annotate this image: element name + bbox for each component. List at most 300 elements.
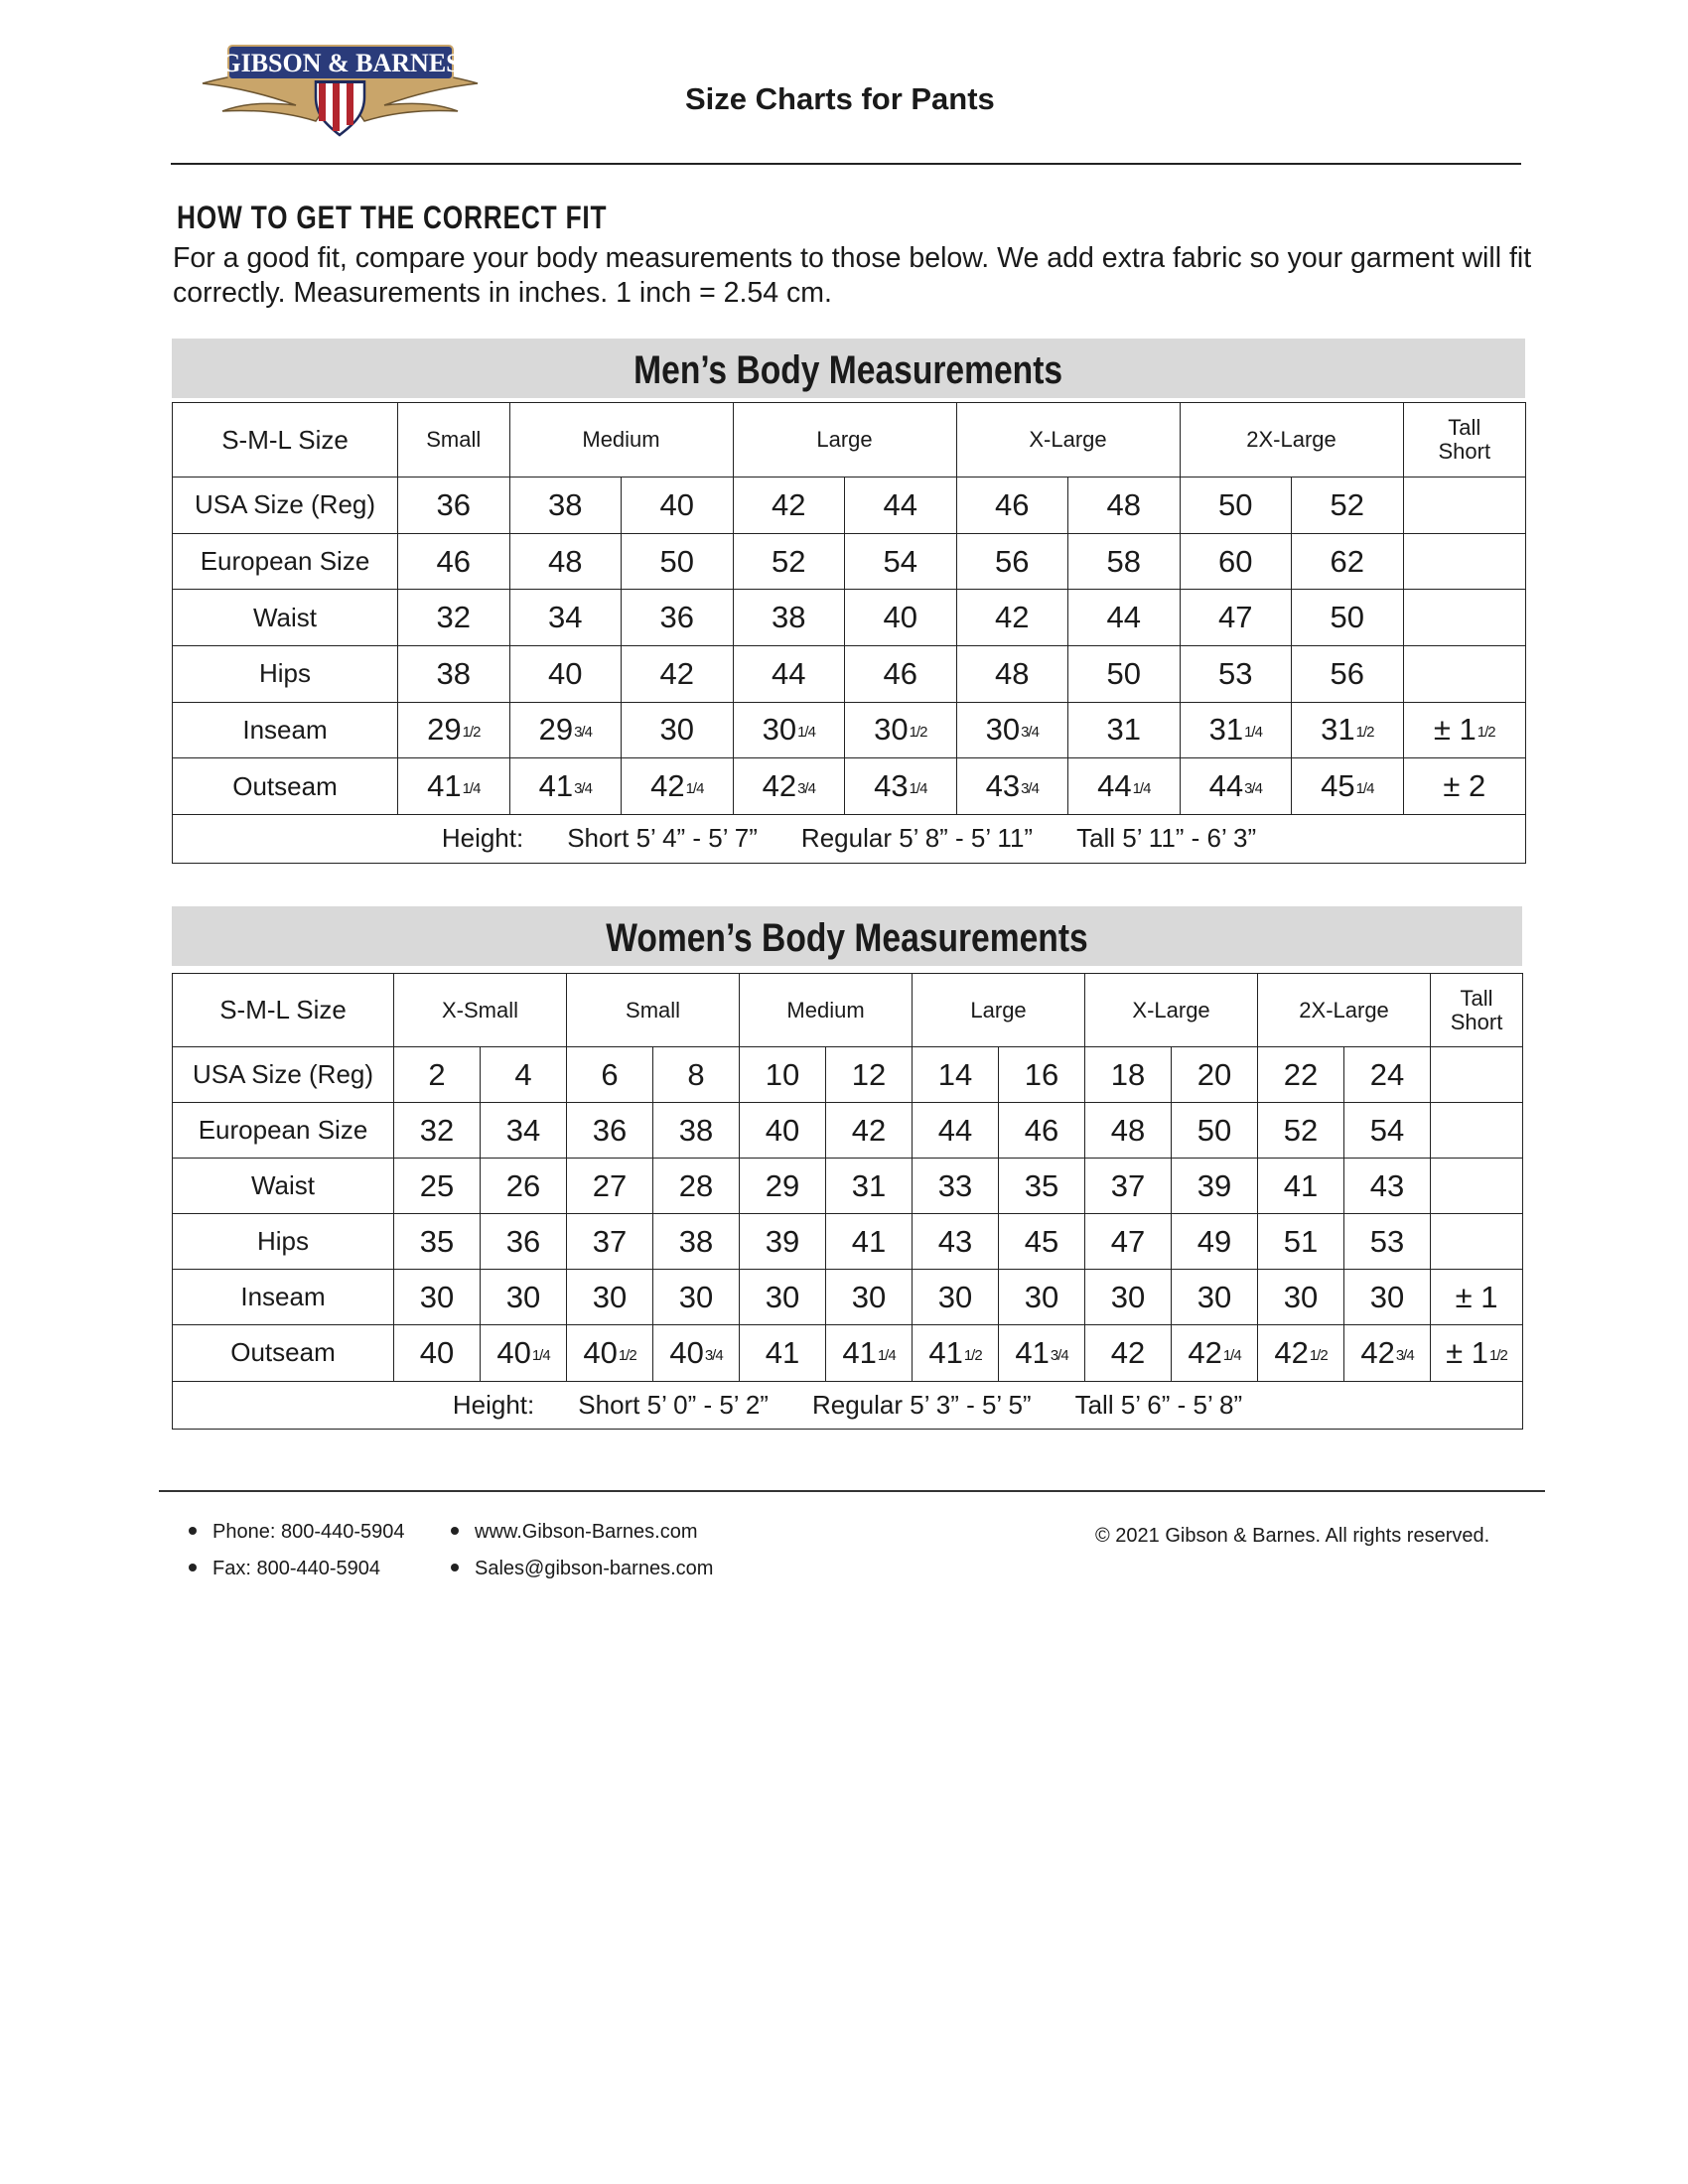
measurement-cell bbox=[1258, 1159, 1344, 1214]
bullet-icon bbox=[451, 1564, 459, 1571]
measurement-value: 31 bbox=[851, 1167, 887, 1203]
fraction: 3/4 bbox=[1395, 1346, 1414, 1364]
measurement-value: 30 bbox=[851, 1279, 887, 1314]
table-row bbox=[173, 1103, 1523, 1159]
measurement-cell bbox=[956, 702, 1068, 758]
measurement-cell bbox=[509, 478, 622, 534]
measurement-cell bbox=[567, 1103, 653, 1159]
logo-text: GIBSON & BARNES bbox=[220, 49, 461, 77]
fraction: 1/4 bbox=[877, 1346, 896, 1364]
measurement-value: 42 bbox=[1188, 1334, 1222, 1370]
measurement-value: 39 bbox=[765, 1223, 800, 1259]
header-divider bbox=[171, 163, 1521, 165]
measurement-value: 29 bbox=[427, 712, 462, 748]
measurement-value: 36 bbox=[436, 486, 471, 522]
height-tall: Tall 5’ 6” - 5’ 8” bbox=[1074, 1389, 1243, 1420]
tall-short-header bbox=[1403, 403, 1526, 478]
size-label: S-M-L Size bbox=[173, 403, 398, 478]
fraction: 3/4 bbox=[797, 780, 815, 798]
fraction: 1/4 bbox=[685, 780, 704, 798]
men-size-chart bbox=[172, 402, 1526, 864]
measurement-cell bbox=[398, 702, 510, 758]
measurement-value: 29 bbox=[538, 712, 574, 748]
measurement-value: 58 bbox=[1106, 543, 1141, 579]
tall-short-adjustment bbox=[1431, 1047, 1523, 1103]
measurement-cell bbox=[1172, 1159, 1258, 1214]
tall-short-header bbox=[1431, 974, 1523, 1047]
adjustment-value: ± 1 bbox=[1433, 712, 1477, 748]
measurement-cell bbox=[1258, 1047, 1344, 1103]
measurement-cell bbox=[1085, 1103, 1172, 1159]
measurement-cell bbox=[1172, 1047, 1258, 1103]
measurement-cell bbox=[653, 1159, 740, 1214]
measurement-value: 30 bbox=[1024, 1279, 1059, 1314]
tall-short-adjustment bbox=[1403, 646, 1526, 703]
measurement-value: 32 bbox=[419, 1112, 455, 1148]
tall-short-adjustment bbox=[1431, 1159, 1523, 1214]
measurement-cell bbox=[740, 1270, 826, 1325]
measurement-value: 37 bbox=[1110, 1167, 1146, 1203]
measurement-value: 34 bbox=[548, 600, 583, 635]
measurement-value: 45 bbox=[1321, 768, 1355, 804]
fraction: 3/4 bbox=[1021, 724, 1039, 742]
measurement-cell bbox=[845, 646, 957, 703]
measurement-value: 52 bbox=[1283, 1112, 1319, 1148]
measurement-value: 48 bbox=[1106, 486, 1141, 522]
measurement-cell bbox=[1068, 533, 1181, 590]
copyright: © 2021 Gibson & Barnes. All rights reserved. bbox=[1095, 1525, 1490, 1547]
phone-text: Phone: 800-440-5904 bbox=[212, 1521, 405, 1543]
measurement-value: 30 bbox=[1196, 1279, 1232, 1314]
measurement-value: 41 bbox=[538, 768, 574, 804]
measurement-cell bbox=[622, 478, 734, 534]
bullet-icon bbox=[451, 1527, 459, 1535]
measurement-value: 41 bbox=[851, 1223, 887, 1259]
measurement-cell bbox=[1344, 1214, 1431, 1270]
measurement-value: 35 bbox=[1024, 1167, 1059, 1203]
web-link[interactable]: www.Gibson-Barnes.com bbox=[475, 1521, 698, 1543]
tall-short-adjustment bbox=[1431, 1325, 1523, 1381]
fraction: 1/2 bbox=[1309, 1346, 1328, 1364]
tall-short-adjustment bbox=[1403, 478, 1526, 534]
measurement-cell bbox=[740, 1214, 826, 1270]
measurement-value: 48 bbox=[548, 543, 583, 579]
measurement-cell bbox=[1180, 590, 1292, 646]
row-label: USA Size (Reg) bbox=[173, 1047, 394, 1103]
measurement-value: 40 bbox=[583, 1334, 618, 1370]
height-short: Short 5’ 4” - 5’ 7” bbox=[567, 823, 758, 854]
measurement-cell bbox=[845, 758, 957, 815]
measurement-value: 40 bbox=[765, 1112, 800, 1148]
measurement-value: 38 bbox=[548, 486, 583, 522]
row-label: Outseam bbox=[173, 1325, 394, 1381]
size-header-2x-large: 2X-Large bbox=[1258, 974, 1431, 1047]
measurement-value: 40 bbox=[883, 600, 917, 635]
measurement-cell bbox=[826, 1214, 913, 1270]
fit-heading: HOW TO GET THE CORRECT FIT bbox=[177, 200, 608, 235]
height-short: Short 5’ 0” - 5’ 2” bbox=[578, 1389, 769, 1420]
measurement-value: 18 bbox=[1110, 1056, 1146, 1092]
measurement-cell bbox=[1292, 590, 1404, 646]
footer-phone bbox=[189, 1521, 405, 1544]
measurement-cell bbox=[826, 1270, 913, 1325]
fraction: 3/4 bbox=[704, 1346, 723, 1364]
measurement-cell bbox=[1344, 1159, 1431, 1214]
measurement-value: 43 bbox=[1369, 1167, 1405, 1203]
measurement-cell bbox=[394, 1047, 481, 1103]
measurement-value: 30 bbox=[419, 1279, 455, 1314]
measurement-cell bbox=[481, 1103, 567, 1159]
measurement-value: 50 bbox=[1218, 486, 1253, 522]
measurement-cell bbox=[398, 646, 510, 703]
measurement-value: 56 bbox=[995, 543, 1030, 579]
measurement-cell bbox=[481, 1325, 567, 1381]
measurement-value: 47 bbox=[1110, 1223, 1146, 1259]
measurement-cell bbox=[394, 1325, 481, 1381]
measurement-cell bbox=[1085, 1047, 1172, 1103]
measurement-cell bbox=[845, 702, 957, 758]
measurement-cell bbox=[956, 533, 1068, 590]
measurement-value: 36 bbox=[505, 1223, 541, 1259]
measurement-value: 42 bbox=[762, 768, 797, 804]
measurement-value: 36 bbox=[659, 600, 694, 635]
measurement-value: 16 bbox=[1024, 1056, 1059, 1092]
measurement-value: 30 bbox=[678, 1279, 714, 1314]
measurement-value: 30 bbox=[762, 712, 797, 748]
measurement-cell bbox=[913, 1047, 999, 1103]
measurement-cell bbox=[1258, 1270, 1344, 1325]
measurement-cell bbox=[999, 1103, 1085, 1159]
bullet-icon bbox=[189, 1564, 197, 1571]
page-title: Size Charts for Pants bbox=[685, 81, 995, 116]
bullet-icon bbox=[189, 1527, 197, 1535]
measurement-cell bbox=[956, 478, 1068, 534]
measurement-cell bbox=[1068, 758, 1181, 815]
measurement-value: 53 bbox=[1369, 1223, 1405, 1259]
measurement-value: 40 bbox=[548, 655, 583, 691]
tall-short-adjustment bbox=[1431, 1270, 1523, 1325]
measurement-value: 42 bbox=[659, 655, 694, 691]
measurement-cell bbox=[1172, 1214, 1258, 1270]
measurement-cell bbox=[1292, 702, 1404, 758]
measurement-cell bbox=[999, 1047, 1085, 1103]
fax-text: Fax: 800-440-5904 bbox=[212, 1558, 381, 1579]
measurement-cell bbox=[826, 1103, 913, 1159]
measurement-cell bbox=[481, 1047, 567, 1103]
measurement-value: 44 bbox=[883, 486, 917, 522]
measurement-cell bbox=[398, 533, 510, 590]
measurement-cell bbox=[509, 646, 622, 703]
measurement-value: 41 bbox=[1283, 1167, 1319, 1203]
measurement-cell bbox=[394, 1159, 481, 1214]
table-row bbox=[173, 1325, 1523, 1381]
measurement-value: 41 bbox=[1015, 1334, 1050, 1370]
measurement-value: 30 bbox=[659, 712, 694, 748]
fraction: 1/2 bbox=[909, 724, 927, 742]
height-cell bbox=[173, 1381, 1523, 1430]
measurement-cell bbox=[913, 1270, 999, 1325]
measurement-cell bbox=[999, 1214, 1085, 1270]
measurement-value: 47 bbox=[1218, 600, 1253, 635]
measurement-value: 35 bbox=[419, 1223, 455, 1259]
fraction: 1/4 bbox=[1132, 780, 1151, 798]
measurement-cell bbox=[913, 1325, 999, 1381]
size-header-x-large: X-Large bbox=[956, 403, 1180, 478]
measurement-cell bbox=[1172, 1103, 1258, 1159]
measurement-cell bbox=[509, 702, 622, 758]
measurement-cell bbox=[1258, 1214, 1344, 1270]
measurement-cell bbox=[1180, 702, 1292, 758]
measurement-value: 43 bbox=[874, 768, 909, 804]
measurement-cell bbox=[481, 1214, 567, 1270]
women-chart-title: Women’s Body Measurements bbox=[606, 916, 1088, 960]
measurement-cell bbox=[1085, 1325, 1172, 1381]
measurement-cell bbox=[1068, 478, 1181, 534]
measurement-cell bbox=[567, 1214, 653, 1270]
row-label: Waist bbox=[173, 1159, 394, 1214]
measurement-value: 30 bbox=[1283, 1279, 1319, 1314]
measurement-value: 36 bbox=[592, 1112, 628, 1148]
measurement-value: 24 bbox=[1369, 1056, 1405, 1092]
measurement-value: 12 bbox=[851, 1056, 887, 1092]
fraction: 3/4 bbox=[1244, 780, 1262, 798]
measurement-value: 46 bbox=[436, 543, 471, 579]
footer-web bbox=[451, 1521, 698, 1544]
measurement-value: 42 bbox=[851, 1112, 887, 1148]
measurement-cell bbox=[567, 1270, 653, 1325]
measurement-value: 60 bbox=[1218, 543, 1253, 579]
size-header-row bbox=[173, 403, 1526, 478]
measurement-value: 8 bbox=[687, 1056, 705, 1092]
size-header-row bbox=[173, 974, 1523, 1047]
measurement-value: 28 bbox=[678, 1167, 714, 1203]
measurement-value: 41 bbox=[842, 1334, 877, 1370]
row-label: USA Size (Reg) bbox=[173, 478, 398, 534]
women-size-chart bbox=[172, 973, 1523, 1430]
measurement-cell bbox=[653, 1214, 740, 1270]
measurement-value: 41 bbox=[765, 1334, 800, 1370]
measurement-value: 10 bbox=[765, 1056, 800, 1092]
height-row bbox=[173, 814, 1526, 863]
measurement-cell bbox=[509, 758, 622, 815]
row-label: Inseam bbox=[173, 702, 398, 758]
measurement-cell bbox=[398, 478, 510, 534]
table-row bbox=[173, 646, 1526, 703]
measurement-cell bbox=[567, 1159, 653, 1214]
measurement-value: 54 bbox=[1369, 1112, 1405, 1148]
gibson-barnes-logo bbox=[199, 40, 482, 139]
measurement-cell bbox=[1068, 590, 1181, 646]
measurement-cell bbox=[845, 533, 957, 590]
height-row bbox=[173, 1381, 1523, 1430]
table-row bbox=[173, 1159, 1523, 1214]
measurement-cell bbox=[733, 702, 845, 758]
row-label: European Size bbox=[173, 533, 398, 590]
measurement-cell bbox=[653, 1047, 740, 1103]
measurement-value: 31 bbox=[1208, 712, 1244, 748]
size-label: S-M-L Size bbox=[173, 974, 394, 1047]
tall-label: Tall bbox=[1460, 985, 1493, 1011]
fraction: 1/2 bbox=[1355, 724, 1374, 742]
measurement-cell bbox=[567, 1047, 653, 1103]
measurement-value: 46 bbox=[1024, 1112, 1059, 1148]
measurement-cell bbox=[733, 758, 845, 815]
measurement-value: 31 bbox=[1321, 712, 1355, 748]
measurement-value: 53 bbox=[1218, 655, 1253, 691]
table-row bbox=[173, 758, 1526, 815]
measurement-value: 41 bbox=[427, 768, 462, 804]
measurement-value: 32 bbox=[436, 600, 471, 635]
measurement-value: 46 bbox=[995, 486, 1030, 522]
measurement-cell bbox=[740, 1325, 826, 1381]
measurement-value: 37 bbox=[592, 1223, 628, 1259]
measurement-value: 52 bbox=[772, 543, 806, 579]
measurement-value: 62 bbox=[1330, 543, 1364, 579]
row-label: Waist bbox=[173, 590, 398, 646]
measurement-cell bbox=[1172, 1325, 1258, 1381]
size-header-2x-large: 2X-Large bbox=[1180, 403, 1403, 478]
measurement-value: 46 bbox=[883, 655, 917, 691]
row-label: Inseam bbox=[173, 1270, 394, 1325]
measurement-cell bbox=[567, 1325, 653, 1381]
men-chart-title: Men’s Body Measurements bbox=[633, 348, 1063, 392]
measurement-cell bbox=[1085, 1270, 1172, 1325]
measurement-cell bbox=[1344, 1270, 1431, 1325]
short-label: Short bbox=[1450, 1009, 1503, 1034]
size-header-medium: Medium bbox=[509, 403, 733, 478]
measurement-cell bbox=[733, 590, 845, 646]
size-header-large: Large bbox=[733, 403, 956, 478]
size-header-small: Small bbox=[567, 974, 740, 1047]
measurement-value: 44 bbox=[1106, 600, 1141, 635]
table-row bbox=[173, 1047, 1523, 1103]
measurement-cell bbox=[653, 1103, 740, 1159]
measurement-value: 50 bbox=[1196, 1112, 1232, 1148]
size-header-medium: Medium bbox=[740, 974, 913, 1047]
measurement-cell bbox=[1180, 758, 1292, 815]
measurement-value: 30 bbox=[1369, 1279, 1405, 1314]
measurement-cell bbox=[622, 646, 734, 703]
adjustment-value: ± 2 bbox=[1443, 768, 1486, 804]
measurement-cell bbox=[1085, 1159, 1172, 1214]
measurement-cell bbox=[826, 1159, 913, 1214]
measurement-value: 30 bbox=[937, 1279, 973, 1314]
fraction: 1/4 bbox=[531, 1346, 550, 1364]
measurement-value: 48 bbox=[1110, 1112, 1146, 1148]
measurement-value: 4 bbox=[514, 1056, 532, 1092]
measurement-cell bbox=[740, 1103, 826, 1159]
fit-description: For a good fit, compare your body measurements to those below. We add extra fabric so your garment will fit correctly. Measurements in inches. 1 inch = 2.54 cm. bbox=[173, 242, 1532, 309]
measurement-cell bbox=[1258, 1325, 1344, 1381]
tall-short-adjustment bbox=[1403, 533, 1526, 590]
measurement-value: 50 bbox=[659, 543, 694, 579]
measurement-cell bbox=[1068, 702, 1181, 758]
measurement-cell bbox=[1344, 1047, 1431, 1103]
size-header-large: Large bbox=[913, 974, 1085, 1047]
measurement-value: 44 bbox=[772, 655, 806, 691]
measurement-value: 31 bbox=[1106, 712, 1141, 748]
fraction: 1/2 bbox=[462, 724, 481, 742]
measurement-cell bbox=[509, 590, 622, 646]
measurement-cell bbox=[740, 1159, 826, 1214]
fraction: 1/4 bbox=[462, 780, 481, 798]
measurement-cell bbox=[913, 1159, 999, 1214]
table-row bbox=[173, 1214, 1523, 1270]
measurement-value: 42 bbox=[1360, 1334, 1395, 1370]
measurement-value: 41 bbox=[928, 1334, 963, 1370]
measurement-cell bbox=[826, 1325, 913, 1381]
fraction: 1/2 bbox=[963, 1346, 982, 1364]
measurement-cell bbox=[1344, 1103, 1431, 1159]
fraction: 1/2 bbox=[1477, 724, 1495, 742]
measurement-value: 29 bbox=[765, 1167, 800, 1203]
fraction: 1/2 bbox=[618, 1346, 636, 1364]
height-regular: Regular 5’ 3” - 5’ 5” bbox=[811, 1389, 1032, 1420]
measurement-value: 26 bbox=[505, 1167, 541, 1203]
measurement-cell bbox=[1292, 758, 1404, 815]
measurement-cell bbox=[398, 590, 510, 646]
measurement-cell bbox=[398, 758, 510, 815]
measurement-value: 51 bbox=[1283, 1223, 1319, 1259]
men-title-band bbox=[172, 339, 1525, 398]
measurement-cell bbox=[653, 1270, 740, 1325]
fraction: 1/4 bbox=[1244, 724, 1262, 742]
tall-short-adjustment bbox=[1431, 1103, 1523, 1159]
measurement-value: 20 bbox=[1196, 1056, 1232, 1092]
tall-label: Tall bbox=[1448, 415, 1481, 441]
measurement-cell bbox=[913, 1214, 999, 1270]
table-row bbox=[173, 590, 1526, 646]
measurement-value: 49 bbox=[1196, 1223, 1232, 1259]
measurement-value: 30 bbox=[592, 1279, 628, 1314]
fraction: 3/4 bbox=[1050, 1346, 1068, 1364]
adjustment-value: ± 1 bbox=[1446, 1334, 1489, 1370]
measurement-cell bbox=[653, 1325, 740, 1381]
row-label: Hips bbox=[173, 1214, 394, 1270]
measurement-cell bbox=[733, 646, 845, 703]
measurement-cell bbox=[1085, 1214, 1172, 1270]
measurement-value: 38 bbox=[436, 655, 471, 691]
row-label: Outseam bbox=[173, 758, 398, 815]
height-tall: Tall 5’ 11” - 6’ 3” bbox=[1076, 823, 1257, 854]
measurement-value: 39 bbox=[1196, 1167, 1232, 1203]
short-label: Short bbox=[1438, 439, 1491, 465]
measurement-cell bbox=[509, 533, 622, 590]
footer-divider bbox=[159, 1490, 1545, 1492]
measurement-value: 44 bbox=[1208, 768, 1244, 804]
measurement-cell bbox=[1292, 646, 1404, 703]
measurement-value: 54 bbox=[883, 543, 917, 579]
fraction: 1/2 bbox=[1489, 1346, 1507, 1364]
email-link[interactable]: Sales@gibson-barnes.com bbox=[475, 1558, 714, 1579]
measurement-value: 34 bbox=[505, 1112, 541, 1148]
women-title-band bbox=[172, 906, 1522, 966]
measurement-cell bbox=[733, 478, 845, 534]
measurement-cell bbox=[956, 590, 1068, 646]
measurement-value: 30 bbox=[985, 712, 1021, 748]
measurement-value: 44 bbox=[1097, 768, 1132, 804]
measurement-value: 22 bbox=[1283, 1056, 1319, 1092]
measurement-value: 44 bbox=[937, 1112, 973, 1148]
measurement-value: 30 bbox=[874, 712, 909, 748]
footer-email bbox=[451, 1558, 713, 1580]
measurement-cell bbox=[999, 1270, 1085, 1325]
measurement-value: 43 bbox=[985, 768, 1021, 804]
measurement-value: 38 bbox=[678, 1112, 714, 1148]
measurement-value: 38 bbox=[772, 600, 806, 635]
measurement-cell bbox=[622, 758, 734, 815]
measurement-value: 33 bbox=[937, 1167, 973, 1203]
